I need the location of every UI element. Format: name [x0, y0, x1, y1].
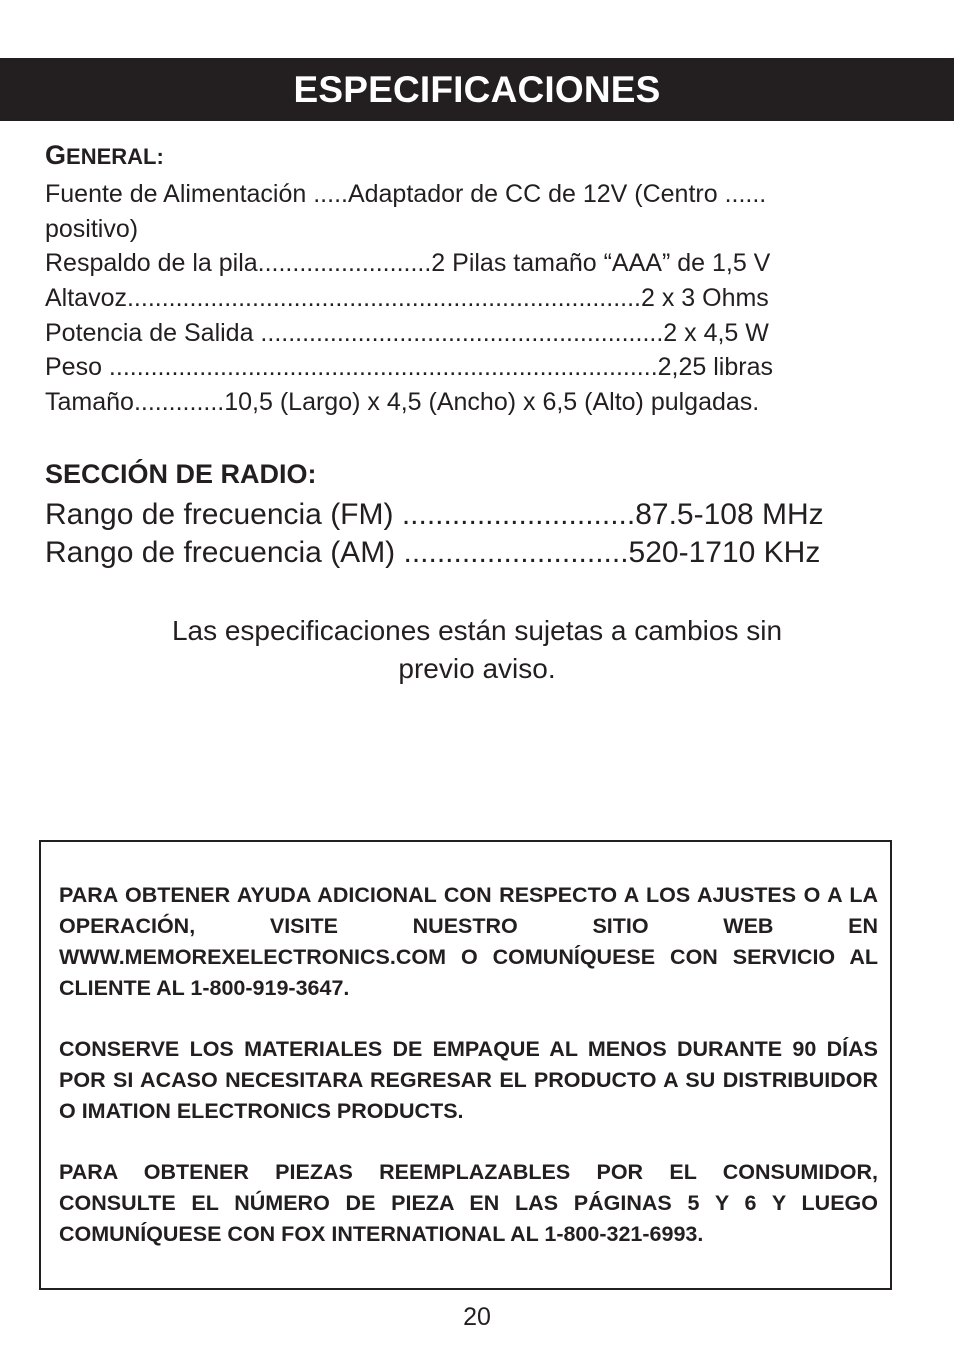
support-paragraph-packaging: CONSERVE LOS MATERIALES DE EMPAQUE AL MENOS DURANTE 90 DÍAS POR SI ACASO NECESITARA REGRESAR EL PRODUCTO A SU DISTRIBUIDOR O IMATION ELECTRONICS PRODUCTS. — [59, 1037, 878, 1123]
general-heading-initial: G — [45, 140, 67, 170]
page-title-banner — [0, 58, 954, 121]
spec-output-power: Potencia de Salida ..........................................................2 x 4,5 W — [45, 319, 769, 347]
radio-heading: SECCIÓN DE RADIO: — [45, 459, 317, 489]
page-number: 20 — [463, 1303, 491, 1331]
support-paragraph-help: PARA OBTENER AYUDA ADICIONAL CON RESPECTO A LOS AJUSTES O A LA OPERACIÓN, VISITE NUESTRO SITIO WEB EN WWW.MEMOREXELECTRONICS.COM O COMUNÍQUESE CON SERVICIO AL CLIENTE AL 1-800-919-3647. — [59, 883, 878, 1000]
spec-power-source: Fuente de Alimentación .....Adaptador de CC de 12V (Centro ...... — [45, 180, 767, 208]
spec-fm-range: Rango de frecuencia (FM) ............................87.5-108 MHz — [45, 498, 824, 531]
notice-line-1: Las especificaciones están sujetas a cambios sin — [171, 615, 783, 646]
notice-line-2: previo aviso. — [398, 653, 556, 684]
support-paragraph-parts: PARA OBTENER PIEZAS REEMPLAZABLES POR EL CONSUMIDOR, CONSULTE EL NÚMERO DE PIEZA EN LAS PÁGINAS 5 Y 6 Y LUEGO COMUNÍQUESE CON FOX INTERNATIONAL AL 1-800-321-6993. — [59, 1160, 878, 1246]
general-heading-rest: ENERAL: — [66, 144, 164, 169]
spec-weight: Peso ...............................................................................2,25 libras — [45, 353, 773, 381]
spec-battery-backup: Respaldo de la pila.........................2 Pilas tamaño “AAA” de 1,5 V — [45, 249, 771, 277]
page-title: ESPECIFICACIONES — [293, 68, 661, 110]
general-heading — [45, 140, 164, 171]
support-info-box — [39, 840, 892, 1290]
spec-am-range: Rango de frecuencia (AM) ...........................520-1710 KHz — [45, 536, 821, 569]
spec-speaker: Altavoz..........................................................................2 x 3 Ohms — [45, 284, 769, 312]
spec-size: Tamaño.............10,5 (Largo) x 4,5 (Ancho) x 6,5 (Alto) pulgadas. — [45, 388, 760, 416]
spec-power-source-cont: positivo) — [45, 215, 139, 243]
